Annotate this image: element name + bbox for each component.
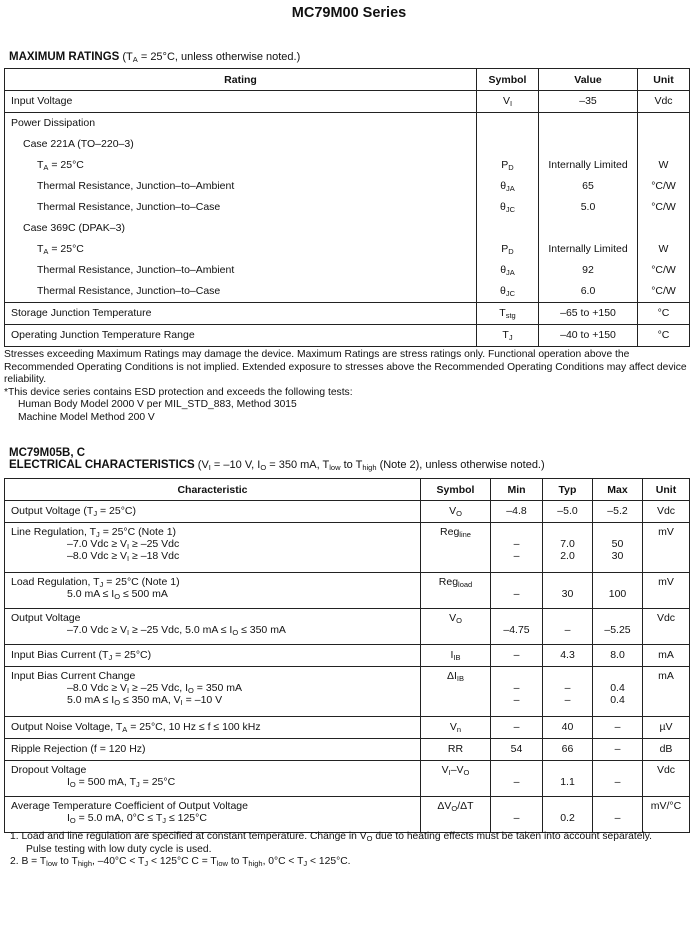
esd-note: *This device series contains ESD protection and exceeds the following tests:: [4, 386, 353, 398]
value: –35: [539, 91, 638, 113]
table-row: [5, 573, 690, 609]
table-row: [5, 197, 690, 218]
value: 5.0: [539, 197, 638, 218]
unit: °C/W: [638, 281, 690, 303]
symbol: $P_D$: [477, 155, 539, 176]
value: Internally Limited: [539, 155, 638, 176]
max: –5.2: [593, 501, 643, 523]
symbol: $T_J$: [477, 325, 539, 347]
typ: 7.0 2.0: [543, 523, 593, 573]
min: –: [491, 645, 543, 667]
stress-notes: [4, 349, 692, 424]
min: –4.8: [491, 501, 543, 523]
rating-label: $T_A = 25^\circ C$: [5, 239, 477, 260]
col-unit: Unit: [638, 69, 690, 91]
unit: mV/°C: [643, 797, 690, 833]
table-row: [5, 717, 690, 739]
rating-label: Input Voltage: [5, 91, 477, 113]
col-max: Max: [593, 479, 643, 501]
heading-cond-sub: A: [132, 55, 138, 64]
max: –: [593, 739, 643, 761]
symbol: $V_n$: [421, 717, 491, 739]
value: –40 to +150: [539, 325, 638, 347]
max: 50 30: [593, 523, 643, 573]
unit: °C: [638, 303, 690, 325]
char-label: Input Bias Current Change –8.0 Vdc ≥ $V_I \ge -25$ Vdc, $I_O = 350$ mA 5.0 mA ≤ $I_O \le 350$ mA, $V_I = -10$ V: [5, 667, 421, 717]
rating-label: Power Dissipation: [5, 113, 477, 135]
elec-title: ELECTRICAL CHARACTERISTICS: [9, 459, 195, 471]
note-1-line2: Pulse testing with low duty cycle is used.: [26, 843, 212, 855]
elec-heading: MC79M05B, C ELECTRICAL CHARACTERISTICS ($V_I = -10$ V, $I_O = 350$ mA, $T_{low}$ to $T_{high}$ (Note 2), unless otherwise noted.): [9, 447, 545, 472]
rating-label: Thermal Resistance, Junction–to–Ambient: [5, 260, 477, 281]
unit: °C/W: [638, 260, 690, 281]
note-2: 2. $B = T_{low}$ to $T_{high}$, $-40^\circ C < T_J < 125^\circ C$ $C = T_{low}$ to $T_{high}$, $0^\circ C < T_J < 125^\circ C$.: [10, 856, 351, 868]
typ: 4.3: [543, 645, 593, 667]
symbol: $\theta_{JA}$: [477, 176, 539, 197]
col-symbol: Symbol: [421, 479, 491, 501]
table-row: [5, 134, 690, 155]
case-label: Case 221A (TO–220–3): [5, 134, 477, 155]
unit: mV: [643, 523, 690, 573]
case-label: Case 369C (DPAK–3): [5, 218, 477, 239]
symbol: $\theta_{JA}$: [477, 260, 539, 281]
value: 6.0: [539, 281, 638, 303]
max-ratings-table: [4, 68, 690, 347]
char-label: Output Noise Voltage, $T_A = 25^\circ C$, 10 Hz ≤ f ≤ 100 kHz: [5, 717, 421, 739]
unit: °C: [638, 325, 690, 347]
char-label: Load Regulation, $T_J = 25^\circ C$ (Note 1) 5.0 mA ≤ $I_O \le 500$ mA: [5, 573, 421, 609]
unit: °C/W: [638, 197, 690, 218]
value: Internally Limited: [539, 239, 638, 260]
min: – –: [491, 523, 543, 573]
unit: dB: [643, 739, 690, 761]
table-row: [5, 113, 690, 135]
unit: Vdc: [643, 501, 690, 523]
max: –5.25: [593, 609, 643, 645]
max-ratings-heading: [9, 51, 300, 63]
unit: Vdc: [643, 609, 690, 645]
unit: µV: [643, 717, 690, 739]
symbol: $\Delta I_{IB}$: [421, 667, 491, 717]
unit: mA: [643, 667, 690, 717]
typ: – –: [543, 667, 593, 717]
table-row: [5, 325, 690, 347]
value: –65 to +150: [539, 303, 638, 325]
table-row: [5, 281, 690, 303]
symbol: Reg$_{line}$: [421, 523, 491, 573]
unit: mA: [643, 645, 690, 667]
rating-label: Thermal Resistance, Junction–to–Case: [5, 197, 477, 218]
typ: –5.0: [543, 501, 593, 523]
unit: Vdc: [643, 761, 690, 797]
char-label: Line Regulation, $T_J = 25^\circ C$ (Note 1) –7.0 Vdc ≥ $V_I \ge -25$ Vdc –8.0 Vdc ≥ $V_I \ge -18$ Vdc: [5, 523, 421, 573]
char-label: Output Voltage $(T_J = 25^\circ C)$: [5, 501, 421, 523]
max: 8.0: [593, 645, 643, 667]
rating-label: Operating Junction Temperature Range: [5, 325, 477, 347]
max: –: [593, 761, 643, 797]
max: –: [593, 717, 643, 739]
rating-label: Thermal Resistance, Junction–to–Case: [5, 281, 477, 303]
table-row: [5, 609, 690, 645]
page-title: MC79M00 Series: [291, 5, 407, 21]
symbol: $V_I-V_O$: [421, 761, 491, 797]
min: –: [491, 797, 543, 833]
electrical-table: [4, 478, 690, 833]
symbol: $T_{stg}$: [477, 303, 539, 325]
symbol: $V_O$: [421, 609, 491, 645]
min: –: [491, 761, 543, 797]
char-label: Average Temperature Coefficient of Output Voltage $I_O = 5.0$ mA, $0^\circ C \le T_J \le 125^\circ C$: [5, 797, 421, 833]
max: 100: [593, 573, 643, 609]
esd-hbm: Human Body Model 2000 V per MIL_STD_883, Method 3015: [18, 399, 297, 410]
unit: W: [638, 239, 690, 260]
table-row: [5, 239, 690, 260]
unit: mV: [643, 573, 690, 609]
table-row: [5, 218, 690, 239]
col-symbol: Symbol: [477, 69, 539, 91]
col-unit: Unit: [643, 479, 690, 501]
char-label: Dropout Voltage $I_O = 500$ mA, $T_J = 25^\circ C$: [5, 761, 421, 797]
rating-label: Storage Junction Temperature: [5, 303, 477, 325]
value: 65: [539, 176, 638, 197]
footnotes: [10, 831, 692, 869]
typ: –: [543, 609, 593, 645]
table-row: [5, 155, 690, 176]
symbol: Reg$_{load}$: [421, 573, 491, 609]
symbol: $\theta_{JC}$: [477, 281, 539, 303]
symbol: $P_D$: [477, 239, 539, 260]
table-row: [5, 91, 690, 113]
table-row: [5, 645, 690, 667]
table-row: [5, 501, 690, 523]
unit: Vdc: [638, 91, 690, 113]
table-row: [5, 260, 690, 281]
col-value: Value: [539, 69, 638, 91]
min: –: [491, 573, 543, 609]
typ: 1.1: [543, 761, 593, 797]
rating-label: $T_A = 25^\circ C$: [5, 155, 477, 176]
char-label: Output Voltage –7.0 Vdc ≥ $V_I \ge -25$ Vdc, 5.0 mA ≤ $I_O \le 350$ mA: [5, 609, 421, 645]
heading-cond: (T: [119, 51, 133, 63]
heading-cond-post: = 25°C, unless otherwise noted.): [137, 51, 301, 63]
typ: 40: [543, 717, 593, 739]
min: –4.75: [491, 609, 543, 645]
symbol: $V_O$: [421, 501, 491, 523]
typ: 66: [543, 739, 593, 761]
table-row: [5, 739, 690, 761]
stress-note: Stresses exceeding Maximum Ratings may damage the device. Maximum Ratings are stress ratings only. Functional operation above the Recommended Operating Conditions is not implied. Extended exposure to stresses above the Recommended Operating Conditions may affect device reliability.: [4, 349, 687, 385]
symbol: $\Delta V_O/\Delta T$: [421, 797, 491, 833]
unit: °C/W: [638, 176, 690, 197]
table-row: [5, 797, 690, 833]
table-row: [5, 176, 690, 197]
char-label: Ripple Rejection (f = 120 Hz): [5, 739, 421, 761]
table-row: [5, 303, 690, 325]
value: 92: [539, 260, 638, 281]
min: 54: [491, 739, 543, 761]
col-min: Min: [491, 479, 543, 501]
unit: W: [638, 155, 690, 176]
note-1: 1. Load and line regulation are specified at constant temperature. Change in $V_O$ due to heating effects must be taken into account separately.: [10, 831, 652, 843]
min: –: [491, 717, 543, 739]
table-row: [5, 761, 690, 797]
col-rating: Rating: [5, 69, 477, 91]
part-number: MC79M05B, C: [9, 447, 86, 459]
min: – –: [491, 667, 543, 717]
rating-label: Thermal Resistance, Junction–to–Ambient: [5, 176, 477, 197]
col-characteristic: Characteristic: [5, 479, 421, 501]
max: –: [593, 797, 643, 833]
symbol: $V_I$: [477, 91, 539, 113]
table-row: [5, 523, 690, 573]
esd-mm: Machine Model Method 200 V: [18, 411, 155, 423]
typ: 0.2: [543, 797, 593, 833]
typ: 30: [543, 573, 593, 609]
col-typ: Typ: [543, 479, 593, 501]
symbol: $\theta_{JC}$: [477, 197, 539, 218]
symbol: RR: [421, 739, 491, 761]
table-row: [5, 667, 690, 717]
char-label: Input Bias Current $(T_J = 25^\circ C)$: [5, 645, 421, 667]
max: 0.4 0.4: [593, 667, 643, 717]
max-ratings-title: MAXIMUM RATINGS: [9, 51, 120, 63]
symbol: $I_{IB}$: [421, 645, 491, 667]
